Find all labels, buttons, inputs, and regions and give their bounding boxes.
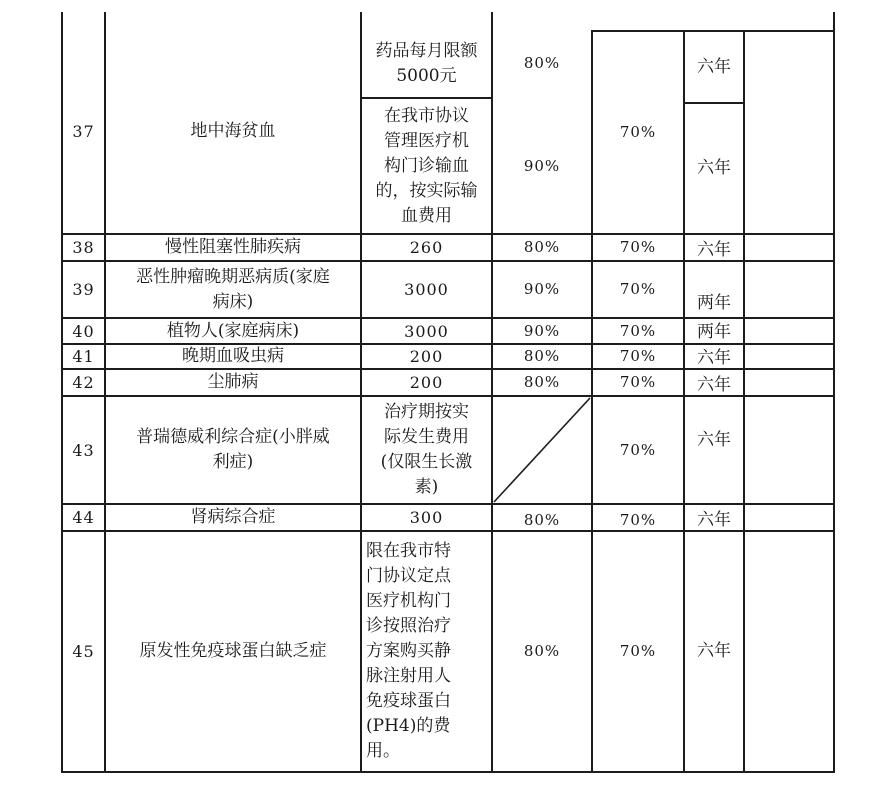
reimburse-rate-a: 80% (523, 373, 561, 391)
limit-cell: 200 (409, 347, 444, 366)
empty-cell-diagonal (492, 396, 592, 504)
disease-name: 慢性阻塞性肺疾病 (165, 237, 301, 257)
reimburse-rate-a: 80% (523, 54, 561, 72)
reimburse-rate-b: 70% (619, 642, 657, 660)
reimburse-rate-b: 70% (619, 511, 657, 529)
row-number: 40 (72, 321, 95, 341)
reimburse-rate-b: 70% (619, 347, 657, 365)
row-number: 45 (72, 642, 95, 661)
validity-period: 六年 (697, 56, 731, 77)
row-number: 38 (72, 238, 95, 257)
reimburse-rate-b: 70% (619, 280, 657, 298)
disease-name: 尘肺病 (207, 372, 259, 392)
reimburse-rate-a: 90% (523, 156, 561, 175)
grid-line (833, 12, 835, 772)
reimburse-rate-b: 70% (619, 238, 657, 256)
row-number: 44 (72, 508, 95, 527)
row-number: 43 (72, 440, 95, 460)
limit-cell: 300 (409, 508, 444, 527)
disease-name: 原发性免疫球蛋白缺乏症 (139, 641, 327, 661)
row-number: 42 (72, 373, 95, 392)
disease-name: 植物人(家庭病床) (166, 320, 300, 341)
reimburse-rate-b: 70% (619, 123, 657, 141)
grid-line (61, 771, 835, 773)
disease-name: 普瑞德威利综合症(小胖威 利症) (136, 427, 330, 472)
reimburse-rate-b: 70% (619, 373, 657, 391)
reimburse-rate-b: 70% (619, 321, 657, 340)
row-number: 37 (72, 122, 95, 141)
limit-cell: 在我市协议 管理医疗机 构门诊输血 的，按实际输 血费用 (375, 105, 478, 226)
validity-period: 两年 (697, 293, 731, 313)
row-number: 39 (72, 280, 95, 299)
limit-cell: 限在我市特 门协议定点 医疗机构门 诊按照治疗 方案购买静 脉注射用人 免疫球蛋白 (PH4)的费 用。 (366, 541, 451, 761)
reimburse-rate-a: 80% (523, 511, 561, 529)
reimburse-rate-a: 80% (523, 347, 561, 365)
reimburse-rate-b: 70% (619, 440, 657, 459)
reimburse-rate-a: 90% (523, 280, 561, 298)
validity-period: 六年 (697, 429, 731, 450)
limit-cell: 药品每月限额 5000元 (375, 40, 478, 86)
limit-cell: 治疗期按实 际发生费用 (仅限生长激 素) (380, 402, 473, 497)
reimburse-rate-a: 90% (523, 321, 561, 340)
row-number: 41 (72, 347, 95, 366)
validity-period: 两年 (697, 321, 731, 342)
validity-period: 六年 (697, 240, 731, 260)
grid-line (743, 30, 745, 772)
limit-cell: 3000 (404, 280, 449, 299)
reimburse-rate-a: 80% (523, 642, 561, 660)
validity-period: 六年 (697, 510, 731, 530)
reimburse-rate-a: 80% (523, 238, 561, 256)
validity-period: 六年 (697, 375, 731, 395)
disease-name: 恶性肿瘤晚期恶病质(家庭 病床) (136, 266, 330, 312)
limit-cell: 200 (409, 373, 444, 392)
validity-period: 六年 (697, 641, 731, 661)
validity-period: 六年 (697, 348, 731, 368)
validity-period: 六年 (697, 158, 731, 178)
limit-cell: 260 (409, 238, 444, 257)
disease-name: 地中海贫血 (190, 121, 276, 141)
disease-name: 肾病综合症 (190, 507, 276, 527)
limit-cell: 3000 (404, 321, 449, 341)
disease-name: 晚期血吸虫病 (182, 346, 284, 366)
